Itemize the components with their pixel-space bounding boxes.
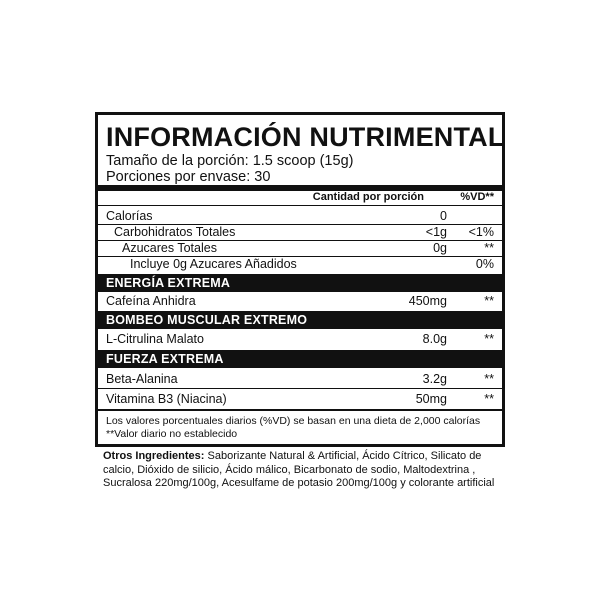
nutrient-label: Carbohidratos Totales xyxy=(114,225,236,239)
nutrient-row-citrulina xyxy=(98,331,502,347)
nutrient-amount: 0g xyxy=(433,241,447,255)
ingredients-text: Saborizante Natural & Artificial, Ácido Cítrico, Silicato de xyxy=(204,450,482,462)
ingredients-line-2: calcio, Dióxido de silicio, Ácido málico, Bicarbonato de sodio, Maltodextrina , xyxy=(103,463,476,476)
nutrition-facts-panel xyxy=(95,112,505,447)
nutrient-amount: 50mg xyxy=(415,392,447,406)
divider-thick xyxy=(98,185,502,191)
nutrient-amount: 3.2g xyxy=(422,372,447,386)
label-title: INFORMACIÓN NUTRIMENTAL xyxy=(106,122,505,152)
nutrient-label: Cafeína Anhidra xyxy=(106,294,196,308)
footnote-dv-not-established: **Valor diario no establecido xyxy=(106,428,238,440)
nutrient-row-cafeina xyxy=(98,293,502,309)
nutrient-row-beta-alanina xyxy=(98,371,502,387)
nutrient-amount: 8.0g xyxy=(422,332,447,346)
nutrient-amount: 0 xyxy=(440,209,447,223)
nutrient-amount: 450mg xyxy=(408,294,447,308)
nutrient-dv: <1% xyxy=(468,225,494,239)
other-ingredients xyxy=(103,450,503,491)
divider-thin xyxy=(98,205,502,206)
nutrient-row-azucares xyxy=(98,240,502,256)
nutrient-row-carbohidratos xyxy=(98,224,502,240)
nutrient-label: Vitamina B3 (Niacina) xyxy=(106,392,227,406)
nutrient-dv: ** xyxy=(484,372,494,386)
nutrient-row-vitamina-b3 xyxy=(98,391,502,407)
nutrient-label: Incluye 0g Azucares Añadidos xyxy=(130,257,297,271)
footnote-dv-basis: Los valores porcentuales diarios (%VD) se basan en una dieta de 2,000 calorías xyxy=(106,415,481,427)
ingredients-line-3: Sucralosa 220mg/100g, Acesulfame de potasio 200mg/100g y colorante artificial xyxy=(103,477,495,489)
nutrient-label: Azucares Totales xyxy=(122,241,217,255)
servings-per-container: Porciones por envase: 30 xyxy=(106,169,271,185)
divider-footnote xyxy=(98,409,502,411)
nutrient-dv: ** xyxy=(484,294,494,308)
nutrient-row-calorias xyxy=(98,208,502,224)
section-band-energia: ENERGÍA EXTREMA xyxy=(98,274,502,292)
nutrient-label: L-Citrulina Malato xyxy=(106,332,204,346)
section-band-bombeo: BOMBEO MUSCULAR EXTREMO xyxy=(98,311,502,329)
ingredients-heading: Otros Ingredientes: xyxy=(103,450,205,462)
nutrient-row-azucares-anadidos xyxy=(98,256,502,272)
divider-thin xyxy=(98,388,502,389)
nutrient-amount: <1g xyxy=(425,225,447,239)
section-band-fuerza: FUERZA EXTREMA xyxy=(98,350,502,368)
nutrient-label: Calorías xyxy=(106,209,153,223)
nutrient-dv: ** xyxy=(484,332,494,346)
serving-size: Tamaño de la porción: 1.5 scoop (15g) xyxy=(106,153,354,169)
nutrient-dv: 0% xyxy=(475,257,494,271)
header-dv: %VD** xyxy=(460,191,494,203)
nutrient-dv: ** xyxy=(484,392,494,406)
nutrient-label: Beta-Alanina xyxy=(106,372,178,386)
header-amount: Cantidad por porción xyxy=(312,191,424,203)
nutrient-dv: ** xyxy=(484,241,494,255)
ingredients-line-1 xyxy=(103,450,503,464)
